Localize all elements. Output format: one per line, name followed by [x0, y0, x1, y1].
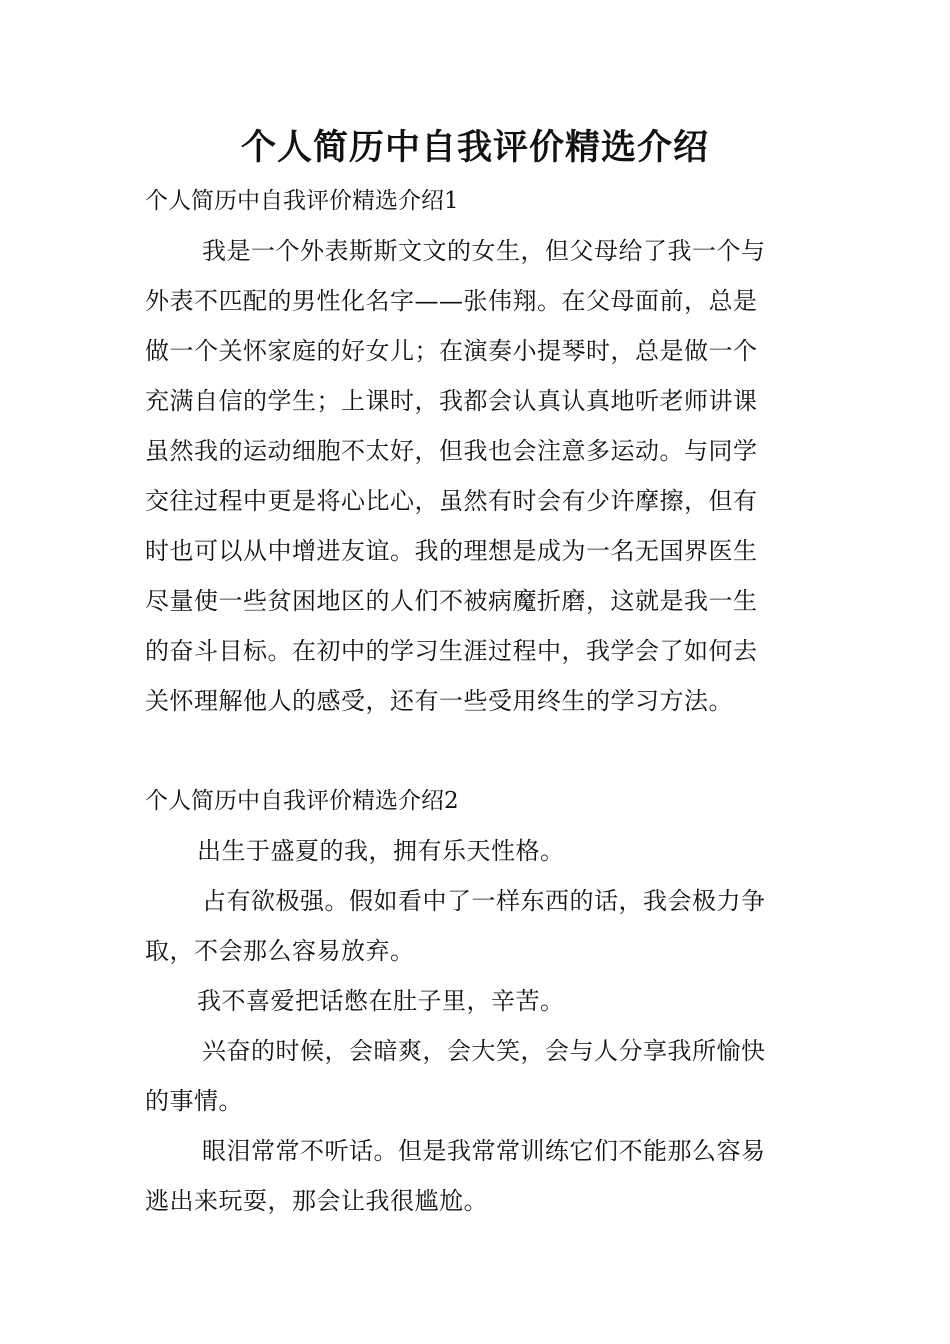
paragraph-line: 眼泪常常不听话。但是我常常训练它们不能那么容易 [202, 1137, 766, 1165]
paragraph-line: 关怀理解他人的感受，还有一些受用终生的学习方法。 [145, 687, 733, 715]
paragraph-line: 做一个关怀家庭的好女儿；在演奏小提琴时，总是做一个 [145, 337, 758, 365]
paragraph-line: 虽然我的运动细胞不太好，但我也会注意多运动。与同学 [145, 437, 758, 465]
section-2-paragraph-2 [145, 876, 810, 976]
paragraph-line: 逃出来玩耍，那会让我很尴尬。 [145, 1187, 488, 1215]
section-2-paragraph-4 [145, 1026, 810, 1126]
paragraph-line: 取，不会那么容易放弃。 [145, 937, 415, 965]
paragraph-line: 外表不匹配的男性化名字——张伟翔。在父母面前，总是 [145, 287, 758, 315]
blank-line [145, 726, 810, 776]
paragraph-line: 尽量使一些贫困地区的人们不被病魔折磨，这就是我一生 [145, 587, 758, 615]
paragraph-line: 的事情。 [145, 1087, 243, 1115]
section-2-paragraph-3: 我不喜爱把话憋在肚子里，辛苦。 [197, 987, 565, 1015]
paragraph-line: 交往过程中更是将心比心，虽然有时会有少许摩擦，但有 [145, 487, 758, 515]
section-2-paragraph-1: 出生于盛夏的我，拥有乐天性格。 [197, 837, 565, 865]
section-1-paragraph [145, 226, 810, 726]
section-heading-1: 个人简历中自我评价精选介绍1 [145, 188, 459, 214]
section-2-paragraph-5 [145, 1126, 810, 1226]
paragraph-line: 我是一个外表斯斯文文的女生，但父母给了我一个与 [202, 237, 766, 265]
document-body [145, 176, 810, 1226]
paragraph-line: 兴奋的时候，会暗爽，会大笑，会与人分享我所愉快 [202, 1037, 766, 1065]
section-heading-2: 个人简历中自我评价精选介绍2 [145, 788, 459, 814]
paragraph-line: 充满自信的学生；上课时，我都会认真认真地听老师讲课 [145, 387, 758, 415]
paragraph-line: 的奋斗目标。在初中的学习生涯过程中，我学会了如何去 [145, 637, 758, 665]
page-title: 个人简历中自我评价精选介绍 [240, 127, 709, 168]
paragraph-line: 占有欲极强。假如看中了一样东西的话，我会极力争 [202, 887, 766, 915]
paragraph-line: 时也可以从中增进友谊。我的理想是成为一名无国界医生 [145, 537, 758, 565]
